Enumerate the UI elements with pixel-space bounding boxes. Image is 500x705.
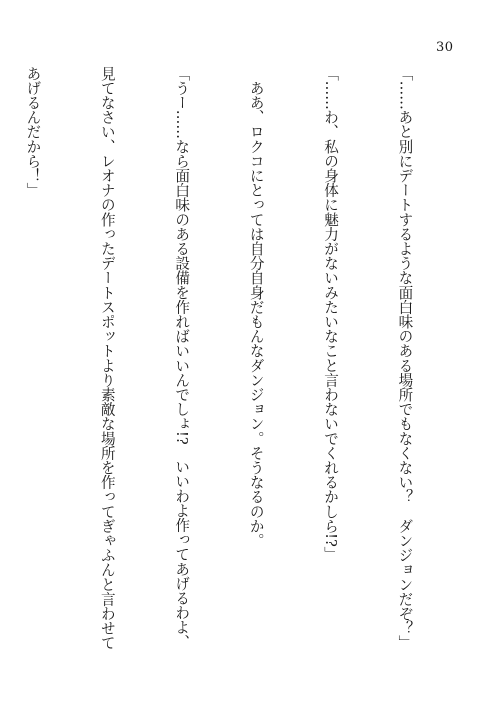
text-line: 見てなさい、レオナの作ったデートスポットより素敵な場所を作ってぎゃふんと言わせて [98,66,116,650]
text-line: 「……わ、私の身体に魅力がないみたいなこと言わないでくれるかしら!?」 [322,66,340,562]
text-line: 「……あと別にデートするような面白味のある場所でもなくない？ ダンジョンだぞ？」 [396,66,414,650]
novel-text-body [24,66,466,666]
text-line: あげるんだから！」 [24,66,42,198]
text-line: ああ、ロクコにとっては自分自身だもんなダンジョン。そうなるのか。 [247,66,265,548]
text-line: 「うー……なら面白味のある設備を作ればいいんでしょ!? いいわよ作ってあげるわよ、 [173,66,191,650]
page-number: 30 [436,40,454,55]
